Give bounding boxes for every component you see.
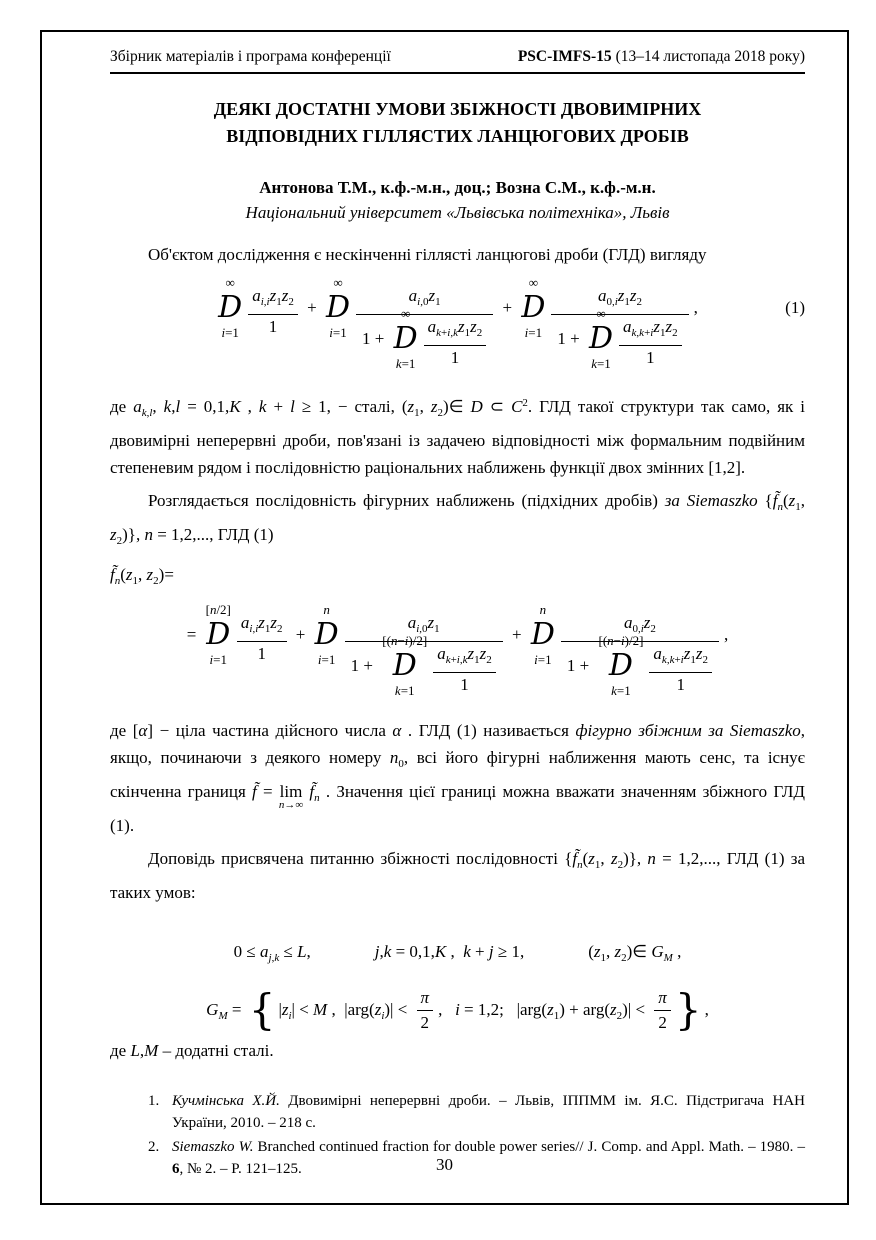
math-text: $a_{k+i,k}z_1z_2$ (427, 317, 483, 339)
operator-upper-limit: [n/2] (205, 602, 231, 617)
page-number: 30 (436, 1155, 453, 1174)
equation-1-label: (1) (785, 298, 805, 317)
fraction-denominator (356, 306, 493, 380)
fraction (345, 611, 503, 707)
math-text: $a_{k,k+i}z_1z_2$ (653, 644, 708, 666)
operator-upper-limit: [(n−i)/2] (598, 633, 644, 648)
math-text: , (704, 1000, 709, 1019)
approximant-definition-head: $f̃_n(z_1$, $z_2)=$ (110, 565, 174, 587)
operator-lower-limit: k=1 (394, 683, 415, 698)
math-text: , (693, 298, 698, 317)
math-text: $G_M$ = (206, 1000, 246, 1022)
fraction (433, 642, 496, 697)
math-text: 1 (676, 675, 685, 694)
fraction-numerator (649, 642, 712, 672)
branched-fraction-operator (382, 633, 427, 698)
branched-fraction-operator (218, 275, 242, 340)
reference-number: 1. (148, 1093, 160, 1109)
math-text: $a_{k+i,k}z_1z_2$ (437, 644, 492, 666)
operator-lower-limit: i=1 (524, 325, 543, 340)
math-text: π (658, 988, 667, 1007)
math-text: 2 (420, 1013, 430, 1032)
math-text: 1 + (362, 329, 389, 348)
math-text: $a_{i,0}z_1$ (408, 286, 441, 308)
operator-upper-limit: ∞ (528, 275, 538, 290)
math-row (215, 275, 700, 380)
math-text: π (420, 988, 430, 1007)
operator-D-symbol: D (521, 290, 546, 325)
operator-lower-limit: k=1 (591, 356, 611, 371)
constants-paragraph: де $a_{k,l}$, k,l = 0,1,K , k + l ≥ 1, − сталі, ($z_1$, $z_2)\in$ D ⊂ $C^2$. ГЛД такої структури так само, як і двовимірні неперервні дроби, пов'язані із задачею відповідності між формальним подвійним степеневим рядом і послідовністю раціональних наближень функції двох змінних [1,2]. (110, 397, 806, 477)
math-text: + (291, 625, 310, 644)
fraction-denominator (237, 642, 287, 666)
math-text: , i = 1,2; $|arg(z_1) + arg(z_2)|$ < (438, 1000, 650, 1022)
paper-title-line1: ДЕЯКІ ДОСТАТНІ УМОВИ ЗБІЖНОСТІ ДВОВИМІРНИХ (213, 99, 702, 119)
operator-D-symbol: D (588, 321, 614, 356)
operator-lower-limit: i=1 (209, 652, 227, 667)
math-text: $a_{i,i}z_1z_2$ (252, 286, 294, 308)
math-text: $a_{i,i}z_1z_2$ (240, 613, 283, 635)
math-text: + (498, 298, 517, 317)
operator-lower-limit: i=1 (317, 652, 336, 667)
math-text: $|z_i| < M$ , $|arg(z_i)|$ < (278, 1000, 412, 1022)
math-text: 1 (268, 317, 278, 336)
operator-D-symbol: D (314, 617, 339, 652)
header-date-text: (13–14 листопада 2018 року) (611, 48, 805, 65)
math-row (360, 306, 489, 380)
operator-D-symbol: D (393, 321, 418, 356)
branched-fraction-operator (521, 275, 545, 340)
fraction (561, 611, 719, 707)
reference-text: Siemaszko W. Branched continued fraction for double power series// J. Comp. and Appl. Math. – 1980. – 6, № 2. – P. 121–125. (172, 1139, 806, 1177)
operator-upper-limit: ∞ (333, 275, 343, 290)
operator-lower-limit: i=1 (534, 652, 552, 667)
math-text: 1 (450, 348, 460, 367)
paper-title (110, 96, 805, 150)
operator-upper-limit: n (323, 602, 330, 617)
condition-line-1 (110, 916, 805, 972)
math-text: = (186, 625, 201, 644)
operator-D-symbol: D (206, 617, 231, 652)
math-text: 1 (460, 675, 469, 694)
intro-paragraph: Об'єктом дослідження є нескінченні гіллясті ланцюгові дроби (ГЛД) вигляду (148, 245, 707, 264)
math-text: $a_{0,i}z_2$ (623, 613, 656, 635)
page-frame (40, 30, 849, 1205)
fraction (551, 284, 688, 380)
math-text: j,k = 0,1,K , k + j ≥ 1, (374, 942, 525, 961)
authors-line: Антонова Т.М., к.ф.-м.н., доц.; Возна С.М., к.ф.-м.н. (259, 178, 656, 197)
math-row (204, 986, 711, 1035)
operator-upper-limit: ∞ (596, 306, 606, 321)
operator-D-symbol: D (530, 617, 555, 652)
reference-number: 2. (148, 1139, 160, 1155)
operator-lower-limit: i=1 (221, 325, 239, 340)
operator-D-symbol: D (325, 290, 350, 325)
fraction-denominator (417, 1011, 434, 1035)
branched-fraction-operator (599, 633, 644, 698)
fraction-denominator (649, 673, 712, 697)
operator-upper-limit: ∞ (400, 306, 411, 321)
fraction-numerator (237, 611, 287, 641)
paper-title-line2: ВІДПОВІДНИХ ГІЛЛЯСТИХ ЛАНЦЮГОВИХ ДРОБІВ (226, 126, 689, 146)
operator-upper-limit: ∞ (225, 275, 235, 290)
operator-upper-limit: n (539, 602, 547, 617)
fraction-denominator (551, 306, 688, 380)
operator-lower-limit: k=1 (395, 356, 416, 371)
big-delimiter: } (674, 985, 702, 1034)
limit-operator: lim n→∞ (278, 782, 304, 811)
branched-fraction-operator (394, 306, 418, 371)
fraction (417, 986, 434, 1035)
math-text: + (507, 625, 526, 644)
math-row (232, 928, 684, 964)
math-text: $a_{i,0}z_1$ (407, 613, 440, 635)
math-row (565, 633, 715, 707)
math-text: 1 (646, 348, 655, 367)
constants-note-paragraph: де L,M – додатні сталі. (110, 1041, 274, 1060)
math-text: 2 (658, 1013, 667, 1032)
reference-text: Кучмінська Х.Й. Двовимірні неперервні дроби. – Львів, ІППММ ім. Я.С. Підстригача НАН України, 2010. – 218 с. (172, 1093, 806, 1131)
fraction (248, 284, 298, 339)
fraction-numerator (619, 315, 682, 345)
fraction-numerator (424, 315, 487, 345)
branched-fraction-operator (315, 602, 339, 667)
math-row (185, 602, 730, 707)
big-delimiter: { (248, 985, 276, 1034)
fraction-numerator (417, 986, 434, 1010)
fraction-numerator (551, 284, 688, 314)
fraction (237, 611, 287, 666)
operator-lower-limit: k=1 (611, 683, 631, 698)
fraction-numerator (654, 986, 671, 1010)
fraction-numerator (433, 642, 496, 672)
math-text: $a_{k,k+i}z_1z_2$ (623, 317, 678, 339)
math-text: ($z_1$, $z_2)\in$ $G_M$ , (588, 942, 682, 964)
approximants-paragraph: Розглядається послідовність фігурних наближень (підхідних дробів) за Siemaszko {$f̃_n(z_1$, $z_2$)}, n = 1,2,..., ГЛД (1) (110, 491, 805, 547)
running-header (110, 48, 805, 74)
fraction-denominator (561, 633, 719, 707)
fraction-denominator (424, 346, 487, 370)
math-text: 1 (257, 644, 266, 663)
fraction (654, 986, 671, 1035)
header-conference-code: PSC-IMFS-15 (517, 48, 612, 65)
reference-item (148, 1090, 805, 1134)
math-row (555, 306, 684, 380)
fraction (356, 284, 493, 380)
fraction-denominator (619, 346, 682, 370)
affiliation-line: Національний університет «Львівська політехніка», Львів (245, 203, 670, 222)
math-text: $0 \le a_{j,k} \le L$, (233, 942, 311, 964)
report-topic-paragraph: Доповідь присвячена питанню збіжності послідовності {$f̃_n(z_1$, $z_2$)}, n = 1,2,..., ГЛД (1) за таких умов: (110, 849, 806, 902)
fraction (649, 642, 712, 697)
operator-upper-limit: [(n−i)/2] (382, 633, 428, 648)
branched-fraction-operator (589, 306, 613, 371)
math-row (349, 633, 499, 707)
math-text: 1 + (557, 329, 584, 348)
fraction-numerator (248, 284, 298, 314)
branched-fraction-operator (326, 275, 350, 340)
condition-line-2 (110, 974, 805, 1035)
approximant-formula (110, 599, 805, 707)
math-text: 1 + (350, 656, 378, 675)
formula-1 (110, 272, 805, 380)
math-text: + (302, 298, 321, 317)
branched-fraction-operator (531, 602, 555, 667)
operator-D-symbol: D (392, 648, 417, 683)
fraction-denominator (654, 1011, 671, 1035)
branched-fraction-operator (206, 602, 231, 667)
figured-convergence-paragraph: де [α] − ціла частина дійсного числа α . ГЛД (1) називається фігурно збіжним за Siemaszko, якщо, починаючи з деякого номеру $n_0$, всі його фігурні наближення мають сенс, та існує скінченна границя f̃ = lim n→∞ $f̃_n$ . Значення цієї границі можна вважати значенням збіжного ГЛД (1). (110, 721, 806, 835)
fraction-denominator (248, 315, 298, 339)
fraction (619, 315, 682, 370)
operator-D-symbol: D (218, 290, 243, 325)
fraction-denominator (345, 633, 503, 707)
fraction-numerator (356, 284, 493, 314)
fraction (424, 315, 487, 370)
math-text: 1 + (566, 656, 594, 675)
operator-D-symbol: D (608, 648, 633, 683)
operator-lower-limit: i=1 (329, 325, 347, 340)
header-right-text (518, 48, 805, 66)
header-left-text: Збірник матеріалів і програма конференції (110, 48, 391, 65)
math-text: $a_{0,i}z_1z_2$ (597, 286, 643, 308)
math-text: , (723, 625, 729, 644)
fraction-denominator (433, 673, 496, 697)
